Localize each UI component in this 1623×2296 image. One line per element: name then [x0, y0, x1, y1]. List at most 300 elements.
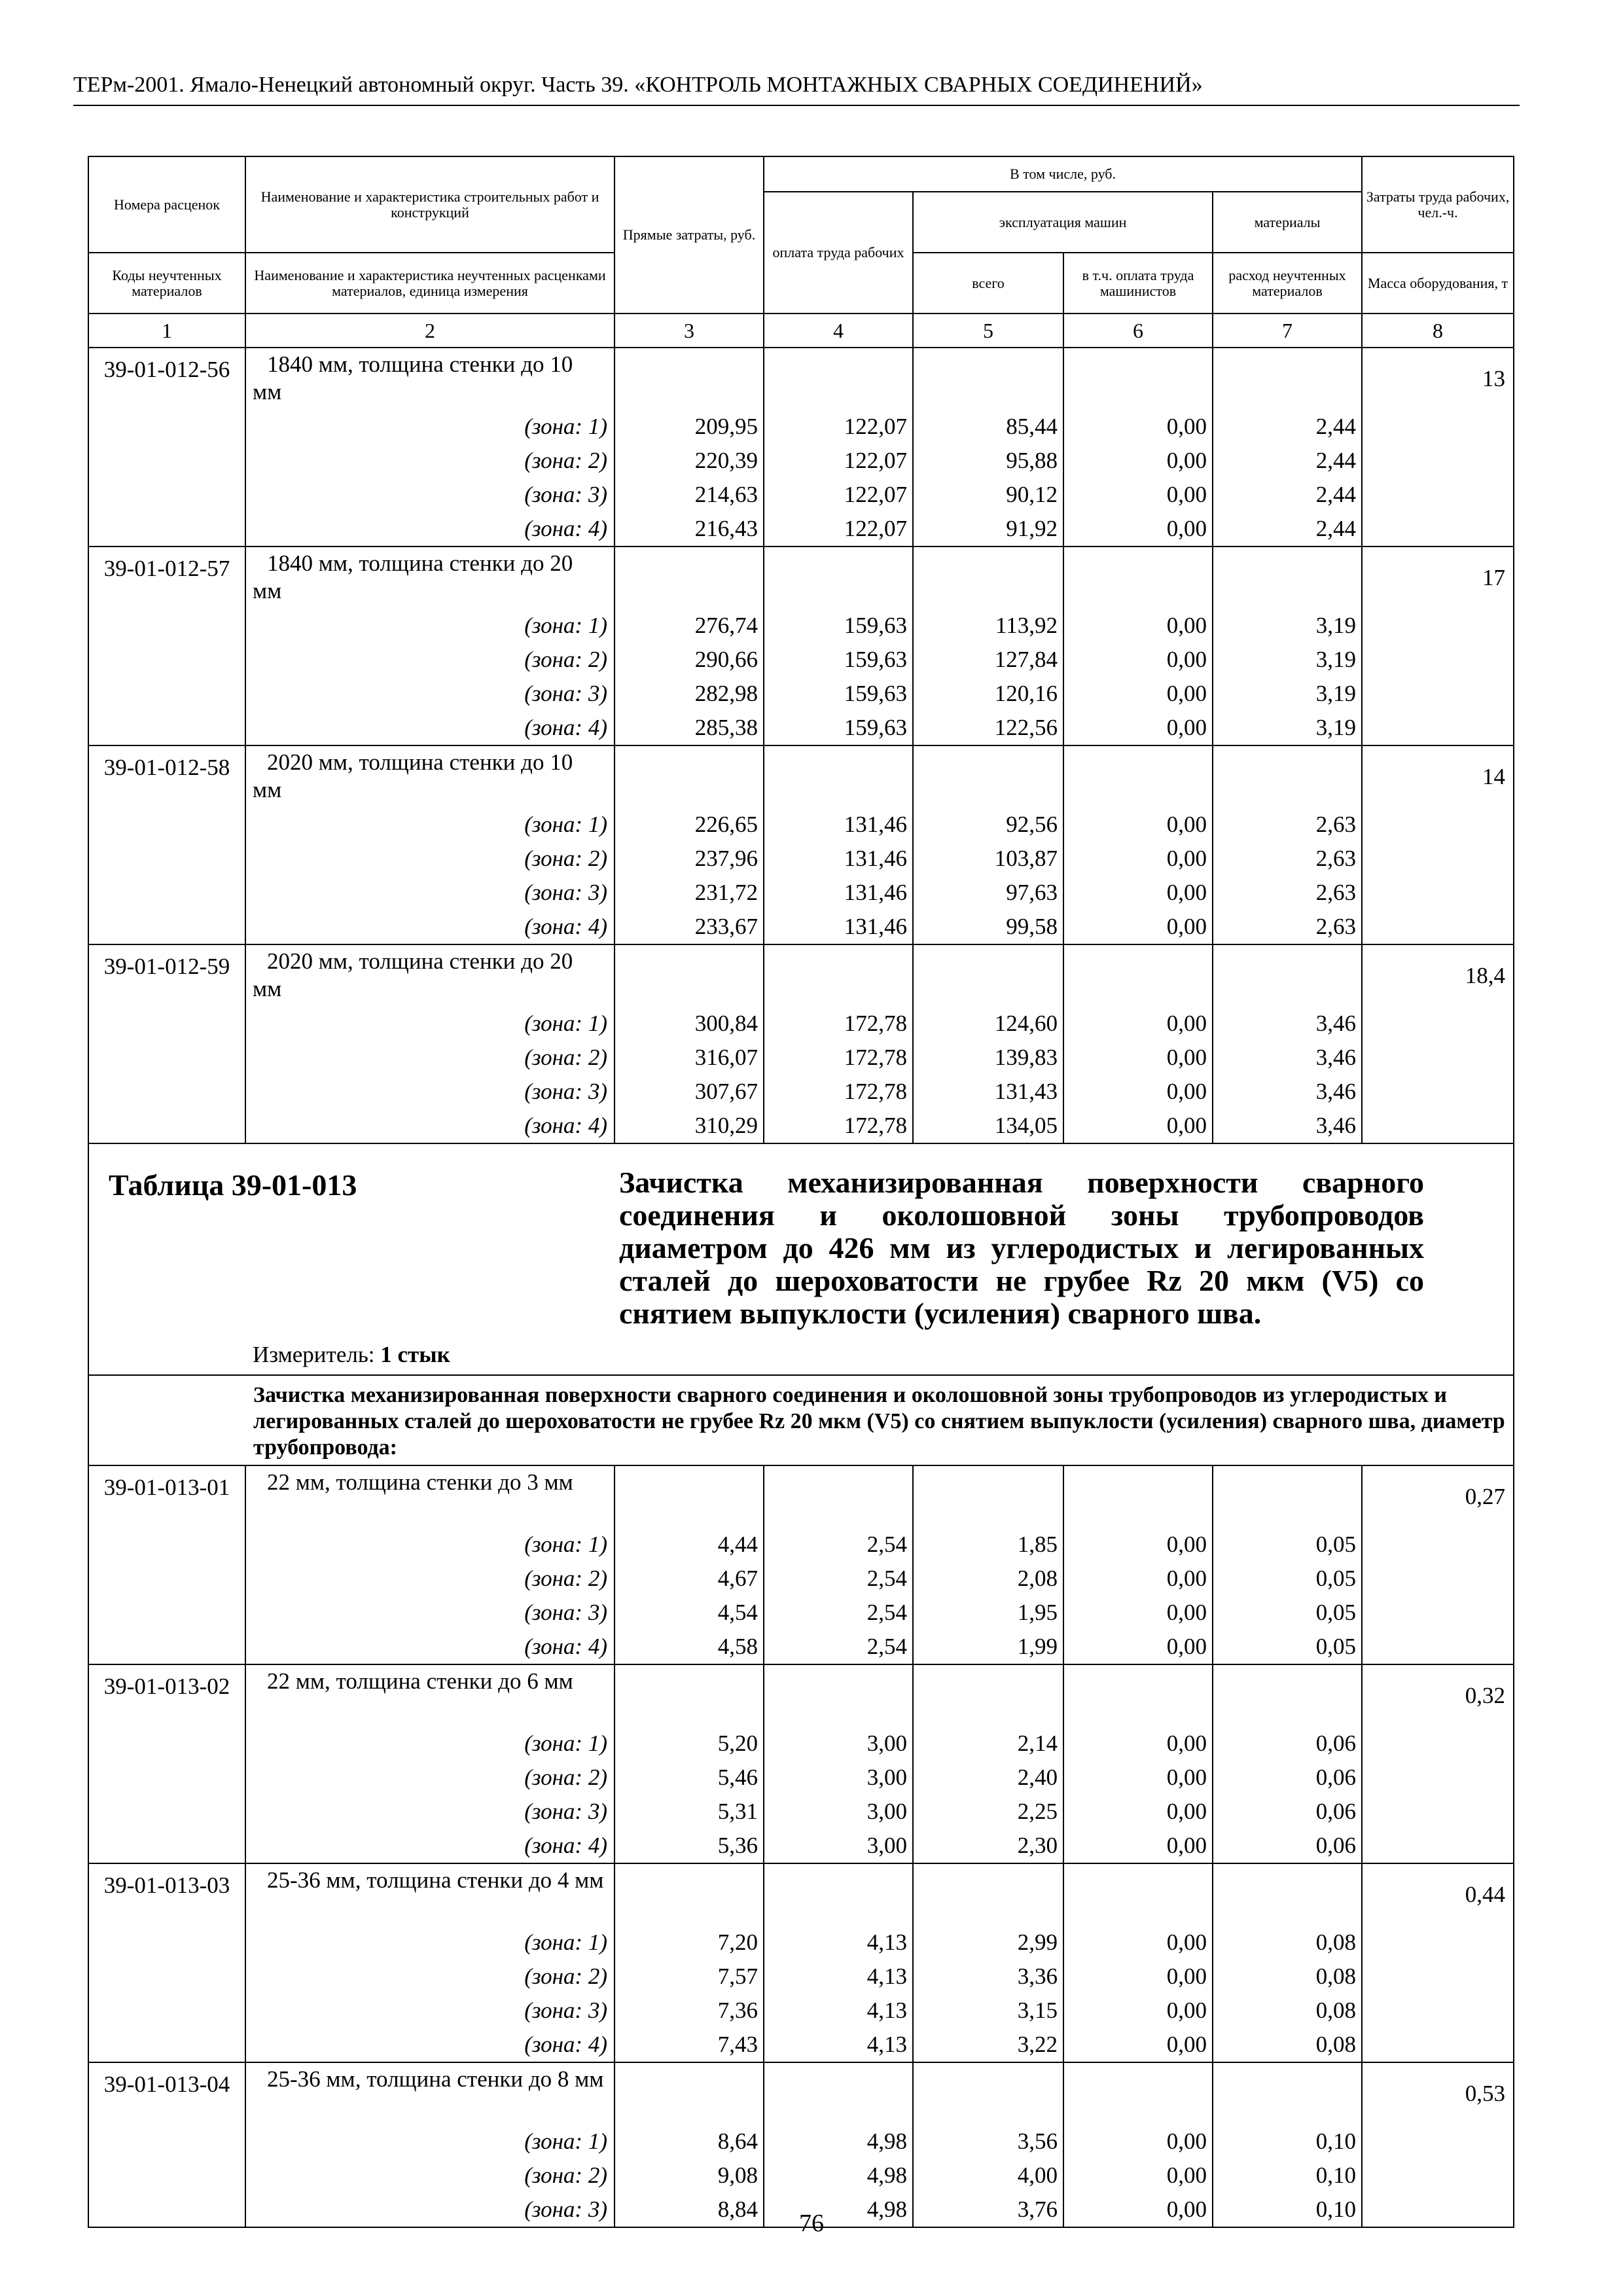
direct-cost-value: 290,66 — [694, 647, 758, 672]
spacer — [1213, 749, 1356, 808]
spacer — [615, 2066, 758, 2125]
zone-label: (зона: 3) — [524, 1998, 607, 2023]
column-number: 5 — [913, 314, 1063, 348]
direct-cost-value: 7,20 — [717, 1929, 758, 1955]
materials-value: 0,05 — [1315, 1600, 1357, 1625]
column-number: 7 — [1213, 314, 1362, 348]
machines-total-value-cell — [913, 745, 1063, 944]
spacer — [764, 351, 907, 410]
machines-total-value-cell — [913, 1465, 1063, 1664]
machinist-wages-value: 0,00 — [1166, 914, 1207, 939]
machines-total-value: 131,43 — [994, 1079, 1058, 1104]
machines-total-value: 3,22 — [1017, 2032, 1058, 2057]
direct-cost-value: 237,96 — [694, 846, 758, 871]
direct-cost-value: 307,67 — [694, 1079, 758, 1104]
machinist-wages-value: 0,00 — [1166, 1532, 1207, 1557]
direct-cost-value: 310,29 — [694, 1113, 758, 1138]
wages-value: 122,07 — [844, 516, 907, 541]
labor-value: 17 — [1362, 547, 1514, 745]
labor-header: Затраты труда рабочих, чел.-ч. — [1362, 156, 1514, 253]
machinist-wages-value: 0,00 — [1166, 1113, 1207, 1138]
spacer — [1064, 1867, 1207, 1926]
materials-value: 2,44 — [1315, 448, 1357, 473]
zone-label: (зона: 3) — [524, 880, 607, 905]
wages-value: 131,46 — [844, 914, 907, 939]
direct-costs-header: Прямые затраты, руб. — [615, 156, 764, 314]
machinist-wages-value: 0,00 — [1166, 1079, 1207, 1104]
spacer — [1064, 749, 1207, 808]
spacer — [764, 550, 907, 609]
direct-cost-value: 8,64 — [717, 2128, 758, 2154]
machinist-wages-value: 0,00 — [1166, 1634, 1207, 1659]
rate-description — [245, 2062, 615, 2227]
direct-cost-value-cell — [615, 1664, 764, 1863]
wages-value: 122,07 — [844, 482, 907, 507]
machines-total-value-cell — [913, 348, 1063, 547]
spacer — [615, 1469, 758, 1528]
col2-bottom-header: Наименование и характеристика неучтенных расценками материалов, единица измерения — [245, 253, 615, 314]
machinist-wages-value: 0,00 — [1166, 715, 1207, 740]
spacer — [914, 1668, 1058, 1727]
zone-label: (зона: 2) — [524, 846, 607, 871]
machinist-wages-value-cell — [1063, 944, 1213, 1143]
wages-value: 159,63 — [844, 681, 907, 706]
materials-value: 3,19 — [1315, 613, 1357, 638]
spacer — [1064, 2066, 1207, 2125]
meter-value: 1 стык — [380, 1342, 450, 1367]
materials-value-cell — [1213, 1664, 1362, 1863]
spacer — [764, 948, 907, 1007]
zone-label: (зона: 1) — [524, 1929, 607, 1955]
wages-value: 4,13 — [866, 2032, 907, 2057]
spacer — [1213, 1469, 1356, 1528]
rate-title: 22 мм, толщина стенки до 6 мм — [267, 1668, 573, 1694]
zone-label: (зона: 2) — [524, 1566, 607, 1591]
machinist-wages-value: 0,00 — [1166, 1833, 1207, 1858]
wages-value: 4,13 — [866, 1964, 907, 1989]
machines-total-value: 97,63 — [1006, 880, 1058, 905]
machinist-wages-value: 0,00 — [1166, 1765, 1207, 1790]
materials-value: 2,63 — [1315, 812, 1357, 837]
direct-cost-value: 285,38 — [694, 715, 758, 740]
spacer — [615, 550, 758, 609]
group2-rows — [88, 1465, 1514, 2227]
machinist-wages-value: 0,00 — [1166, 448, 1207, 473]
spacer — [615, 749, 758, 808]
machines-total-value: 3,15 — [1017, 1998, 1058, 2023]
materials-value: 3,19 — [1315, 647, 1357, 672]
machinist-wages-value: 0,00 — [1166, 414, 1207, 439]
zone-label: (зона: 1) — [524, 1532, 607, 1557]
rate-row — [88, 2062, 1514, 2227]
machinist-wages-value: 0,00 — [1166, 482, 1207, 507]
spacer — [764, 749, 907, 808]
spacer — [1064, 351, 1207, 410]
wages-value: 172,78 — [844, 1113, 907, 1138]
machines-total-value-cell — [913, 1863, 1063, 2062]
materials-value-cell — [1213, 944, 1362, 1143]
machinist-wages-value-cell — [1063, 1863, 1213, 2062]
spacer — [764, 1867, 907, 1926]
materials-value-cell — [1213, 745, 1362, 944]
materials-value: 0,10 — [1315, 2128, 1357, 2154]
rate-code: 39-01-013-04 — [88, 2062, 245, 2227]
machines-total-value: 91,92 — [1006, 516, 1058, 541]
materials-value: 0,08 — [1315, 2032, 1357, 2057]
wages-value: 2,54 — [866, 1634, 907, 1659]
materials-value-cell — [1213, 348, 1362, 547]
machinist-wages-value: 0,00 — [1166, 1600, 1207, 1625]
machinist-wages-header: в т.ч. оплата труда машинистов — [1063, 253, 1213, 314]
rate-description — [245, 1465, 615, 1664]
section-heading-row — [88, 1375, 1514, 1465]
wages-value: 159,63 — [844, 647, 907, 672]
direct-cost-value-cell — [615, 547, 764, 745]
wages-value: 172,78 — [844, 1011, 907, 1036]
zone-label: (зона: 2) — [524, 647, 607, 672]
spacer — [615, 1668, 758, 1727]
machines-total-value: 4,00 — [1017, 2162, 1058, 2188]
direct-cost-value: 4,44 — [717, 1532, 758, 1557]
machinist-wages-value: 0,00 — [1166, 2128, 1207, 2154]
machinist-wages-value-cell — [1063, 2062, 1213, 2227]
machines-total-value-cell — [913, 944, 1063, 1143]
materials-value: 0,08 — [1315, 1964, 1357, 1989]
machines-total-value: 3,76 — [1017, 2197, 1058, 2222]
rate-description — [245, 348, 615, 547]
materials-value: 2,44 — [1315, 516, 1357, 541]
spacer — [1213, 351, 1356, 410]
wages-value: 4,13 — [866, 1998, 907, 2023]
labor-value: 18,4 — [1362, 944, 1514, 1143]
rate-title: 25-36 мм, толщина стенки до 8 мм — [267, 2066, 604, 2092]
rate-row — [88, 547, 1514, 745]
spacer — [914, 1469, 1058, 1528]
wages-value: 4,98 — [866, 2162, 907, 2188]
labor-value: 13 — [1362, 348, 1514, 547]
materials-value: 3,46 — [1315, 1113, 1357, 1138]
zone-label: (зона: 1) — [524, 1011, 607, 1036]
page-number: 76 — [799, 2210, 824, 2237]
direct-cost-value: 233,67 — [694, 914, 758, 939]
meter-label: Измеритель: — [253, 1342, 375, 1367]
rate-description — [245, 1664, 615, 1863]
wages-value: 4,13 — [866, 1929, 907, 1955]
wages-value-cell — [764, 2062, 913, 2227]
spacer — [1213, 948, 1356, 1007]
materials-value: 2,44 — [1315, 482, 1357, 507]
direct-cost-value: 7,57 — [717, 1964, 758, 1989]
direct-cost-value: 231,72 — [694, 880, 758, 905]
spacer — [914, 351, 1058, 410]
wages-value-cell — [764, 944, 913, 1143]
rate-row — [88, 944, 1514, 1143]
wages-value: 131,46 — [844, 812, 907, 837]
wages-value: 2,54 — [866, 1532, 907, 1557]
machines-total-value: 3,56 — [1017, 2128, 1058, 2154]
column-number: 3 — [615, 314, 764, 348]
rate-code: 39-01-012-59 — [88, 944, 245, 1143]
materials-value: 2,63 — [1315, 914, 1357, 939]
zone-label: (зона: 1) — [524, 812, 607, 837]
wages-value-cell — [764, 348, 913, 547]
machinist-wages-value: 0,00 — [1166, 1998, 1207, 2023]
machines-total-value: 92,56 — [1006, 812, 1058, 837]
labor-value: 0,32 — [1362, 1664, 1514, 1863]
rate-row — [88, 348, 1514, 547]
table-title-row — [88, 1143, 1514, 1375]
machinist-wages-value: 0,00 — [1166, 1799, 1207, 1824]
machinist-wages-value: 0,00 — [1166, 1731, 1207, 1756]
zone-label: (зона: 2) — [524, 1765, 607, 1790]
wages-value: 122,07 — [844, 414, 907, 439]
rate-code: 39-01-013-02 — [88, 1664, 245, 1863]
column-number: 6 — [1063, 314, 1213, 348]
materials-value: 0,10 — [1315, 2197, 1357, 2222]
direct-cost-value: 7,43 — [717, 2032, 758, 2057]
materials-value: 3,46 — [1315, 1045, 1357, 1070]
table-caption: Зачистка механизированная поверхности сварного соединения и околошовной зоны трубопроводов диаметром до 426 мм из углеродистых и легированных сталей до шероховатости не грубее Rz 20 мкм (V5) со снятием выпуклости (усиления) сварного шва. — [619, 1166, 1424, 1330]
machinist-wages-value: 0,00 — [1166, 613, 1207, 638]
machines-total-value: 113,92 — [995, 613, 1058, 638]
zone-label: (зона: 3) — [524, 1799, 607, 1824]
wages-value: 131,46 — [844, 846, 907, 871]
machines-total-value-cell — [913, 547, 1063, 745]
zone-label: (зона: 2) — [524, 1964, 607, 1989]
spacer — [1213, 2066, 1356, 2125]
materials-value: 0,05 — [1315, 1566, 1357, 1591]
wages-value-cell — [764, 1465, 913, 1664]
machines-total-value: 1,95 — [1017, 1600, 1058, 1625]
rate-description — [245, 944, 615, 1143]
including-header: В том числе, руб. — [764, 156, 1362, 192]
spacer — [764, 2066, 907, 2125]
wages-value: 3,00 — [866, 1799, 907, 1824]
machinist-wages-value: 0,00 — [1166, 647, 1207, 672]
machines-total-value: 1,85 — [1017, 1532, 1058, 1557]
direct-cost-value: 7,36 — [717, 1998, 758, 2023]
materials-value: 0,06 — [1315, 1765, 1357, 1790]
machinist-wages-value: 0,00 — [1166, 2032, 1207, 2057]
spacer — [914, 2066, 1058, 2125]
wages-value-cell — [764, 1664, 913, 1863]
spacer — [1064, 1668, 1207, 1727]
machinist-wages-value-cell — [1063, 348, 1213, 547]
machines-total-value: 122,56 — [994, 715, 1058, 740]
spacer — [914, 749, 1058, 808]
direct-cost-value: 4,54 — [717, 1600, 758, 1625]
column-numbers-row — [88, 314, 1514, 348]
equipment-mass-header: Масса оборудования, т — [1362, 253, 1514, 314]
spacer — [764, 1469, 907, 1528]
zone-label: (зона: 4) — [524, 914, 607, 939]
materials-value: 2,63 — [1315, 846, 1357, 871]
spacer — [1213, 550, 1356, 609]
zone-label: (зона: 3) — [524, 681, 607, 706]
machines-total-value: 2,08 — [1017, 1566, 1058, 1591]
zone-label: (зона: 4) — [524, 1833, 607, 1858]
materials-value-cell — [1213, 1863, 1362, 2062]
direct-cost-value: 5,31 — [717, 1799, 758, 1824]
machinist-wages-value-cell — [1063, 745, 1213, 944]
machinist-wages-value-cell — [1063, 1664, 1213, 1863]
machinist-wages-value: 0,00 — [1166, 681, 1207, 706]
zone-label: (зона: 4) — [524, 715, 607, 740]
zone-label: (зона: 2) — [524, 2162, 607, 2188]
wages-value: 3,00 — [866, 1833, 907, 1858]
direct-cost-value: 214,63 — [694, 482, 758, 507]
machines-total-value: 103,87 — [994, 846, 1058, 871]
machinist-wages-value: 0,00 — [1166, 516, 1207, 541]
rate-code: 39-01-012-58 — [88, 745, 245, 944]
labor-value: 14 — [1362, 745, 1514, 944]
direct-cost-value: 316,07 — [694, 1045, 758, 1070]
materials-value-cell — [1213, 2062, 1362, 2227]
zone-label: (зона: 3) — [524, 1600, 607, 1625]
machines-total-value: 139,83 — [994, 1045, 1058, 1070]
machines-total-value: 3,36 — [1017, 1964, 1058, 1989]
spacer — [615, 948, 758, 1007]
spacer — [1064, 948, 1207, 1007]
materials-value: 3,19 — [1315, 681, 1357, 706]
machinist-wages-value-cell — [1063, 547, 1213, 745]
wages-value: 172,78 — [844, 1045, 907, 1070]
machines-total-value: 99,58 — [1006, 914, 1058, 939]
rate-title: 1840 мм, толщина стенки до 20 мм — [253, 550, 573, 603]
materials-value: 0,06 — [1315, 1833, 1357, 1858]
col2-top-header: Наименование и характеристика строительных работ и конструкций — [245, 156, 615, 253]
direct-cost-value-cell — [615, 348, 764, 547]
spacer — [914, 550, 1058, 609]
rate-title: 1840 мм, толщина стенки до 10 мм — [253, 351, 573, 404]
unaccounted-materials-header: расход неучтенных материалов — [1213, 253, 1362, 314]
direct-cost-value: 226,65 — [694, 812, 758, 837]
zone-label: (зона: 3) — [524, 1079, 607, 1104]
zone-label: (зона: 4) — [524, 1634, 607, 1659]
materials-value: 0,06 — [1315, 1731, 1357, 1756]
direct-cost-value-cell — [615, 745, 764, 944]
table-number: Таблица 39-01-013 — [109, 1168, 357, 1202]
labor-value: 0,27 — [1362, 1465, 1514, 1664]
wages-value: 172,78 — [844, 1079, 907, 1104]
labor-value: 0,53 — [1362, 2062, 1514, 2227]
rate-row — [88, 1863, 1514, 2062]
direct-cost-value: 276,74 — [694, 613, 758, 638]
materials-value: 0,05 — [1315, 1634, 1357, 1659]
spacer — [914, 948, 1058, 1007]
machines-total-value-cell — [913, 2062, 1063, 2227]
rate-title: 25-36 мм, толщина стенки до 4 мм — [267, 1867, 604, 1893]
materials-value-cell — [1213, 547, 1362, 745]
col1-top-header: Номера расценок — [88, 156, 245, 253]
column-number: 1 — [88, 314, 245, 348]
machinist-wages-value-cell — [1063, 1465, 1213, 1664]
materials-value-cell — [1213, 1465, 1362, 1664]
wages-value: 2,54 — [866, 1566, 907, 1591]
wages-value-cell — [764, 745, 913, 944]
spacer — [1213, 1867, 1356, 1926]
machines-total-value: 2,99 — [1017, 1929, 1058, 1955]
rate-code: 39-01-013-03 — [88, 1863, 245, 2062]
rate-row — [88, 1465, 1514, 1664]
rate-description — [245, 745, 615, 944]
spacer — [615, 1867, 758, 1926]
direct-cost-value-cell — [615, 1465, 764, 1664]
wages-value: 159,63 — [844, 715, 907, 740]
rate-title: 22 мм, толщина стенки до 3 мм — [267, 1469, 573, 1495]
zone-label: (зона: 3) — [524, 2197, 607, 2222]
spacer — [615, 351, 758, 410]
wages-value: 2,54 — [866, 1600, 907, 1625]
machines-total-value: 2,30 — [1017, 1833, 1058, 1858]
machinist-wages-value: 0,00 — [1166, 1566, 1207, 1591]
machines-total-value: 2,14 — [1017, 1731, 1058, 1756]
machines-total-value: 120,16 — [994, 681, 1058, 706]
wages-value-cell — [764, 1863, 913, 2062]
direct-cost-value: 282,98 — [694, 681, 758, 706]
zone-label: (зона: 2) — [524, 448, 607, 473]
rate-code: 39-01-012-57 — [88, 547, 245, 745]
machines-total-header: всего — [913, 253, 1063, 314]
direct-cost-value: 5,20 — [717, 1731, 758, 1756]
direct-cost-value-cell — [615, 944, 764, 1143]
rate-code: 39-01-013-01 — [88, 1465, 245, 1664]
materials-header: материалы — [1213, 192, 1362, 253]
direct-cost-value: 5,46 — [717, 1765, 758, 1790]
zone-label: (зона: 3) — [524, 482, 607, 507]
spacer — [1064, 550, 1207, 609]
wages-value: 4,98 — [866, 2128, 907, 2154]
materials-value: 3,46 — [1315, 1079, 1357, 1104]
wages-value: 4,98 — [866, 2197, 907, 2222]
rates-table — [88, 156, 1514, 2228]
machinist-wages-value: 0,00 — [1166, 1045, 1207, 1070]
machinist-wages-value: 0,00 — [1166, 812, 1207, 837]
rate-row — [88, 1664, 1514, 1863]
wages-value: 159,63 — [844, 613, 907, 638]
machines-total-value: 85,44 — [1006, 414, 1058, 439]
section-heading: Зачистка механизированная поверхности сварного соединения и околошовной зоны трубопроводов из углеродистых и легированных сталей до шероховатости не грубее Rz 20 мкм (V5) со снятием выпуклости (усиления) сварного шва, диаметр трубопровода: — [245, 1375, 1514, 1465]
materials-value: 3,46 — [1315, 1011, 1357, 1036]
wages-value: 3,00 — [866, 1765, 907, 1790]
machines-total-value: 1,99 — [1017, 1634, 1058, 1659]
rate-row — [88, 745, 1514, 944]
machines-total-value-cell — [913, 1664, 1063, 1863]
direct-cost-value: 8,84 — [717, 2197, 758, 2222]
direct-cost-value-cell — [615, 1863, 764, 2062]
labor-value: 0,44 — [1362, 1863, 1514, 2062]
machinist-wages-value: 0,00 — [1166, 2197, 1207, 2222]
materials-value: 0,10 — [1315, 2162, 1357, 2188]
spacer — [1213, 1668, 1356, 1727]
direct-cost-value-cell — [615, 2062, 764, 2227]
materials-value: 0,05 — [1315, 1532, 1357, 1557]
rate-code: 39-01-012-56 — [88, 348, 245, 547]
rate-description — [245, 547, 615, 745]
unit-of-measure — [253, 1340, 450, 1369]
machinist-wages-value: 0,00 — [1166, 846, 1207, 871]
column-number: 4 — [764, 314, 913, 348]
machines-total-value: 2,40 — [1017, 1765, 1058, 1790]
zone-label: (зона: 1) — [524, 2128, 607, 2154]
spacer — [914, 1867, 1058, 1926]
materials-value: 2,63 — [1315, 880, 1357, 905]
wages-value: 131,46 — [844, 880, 907, 905]
materials-value: 2,44 — [1315, 414, 1357, 439]
direct-cost-value: 300,84 — [694, 1011, 758, 1036]
rate-title: 2020 мм, толщина стенки до 20 мм — [253, 948, 573, 1001]
machines-total-value: 95,88 — [1006, 448, 1058, 473]
